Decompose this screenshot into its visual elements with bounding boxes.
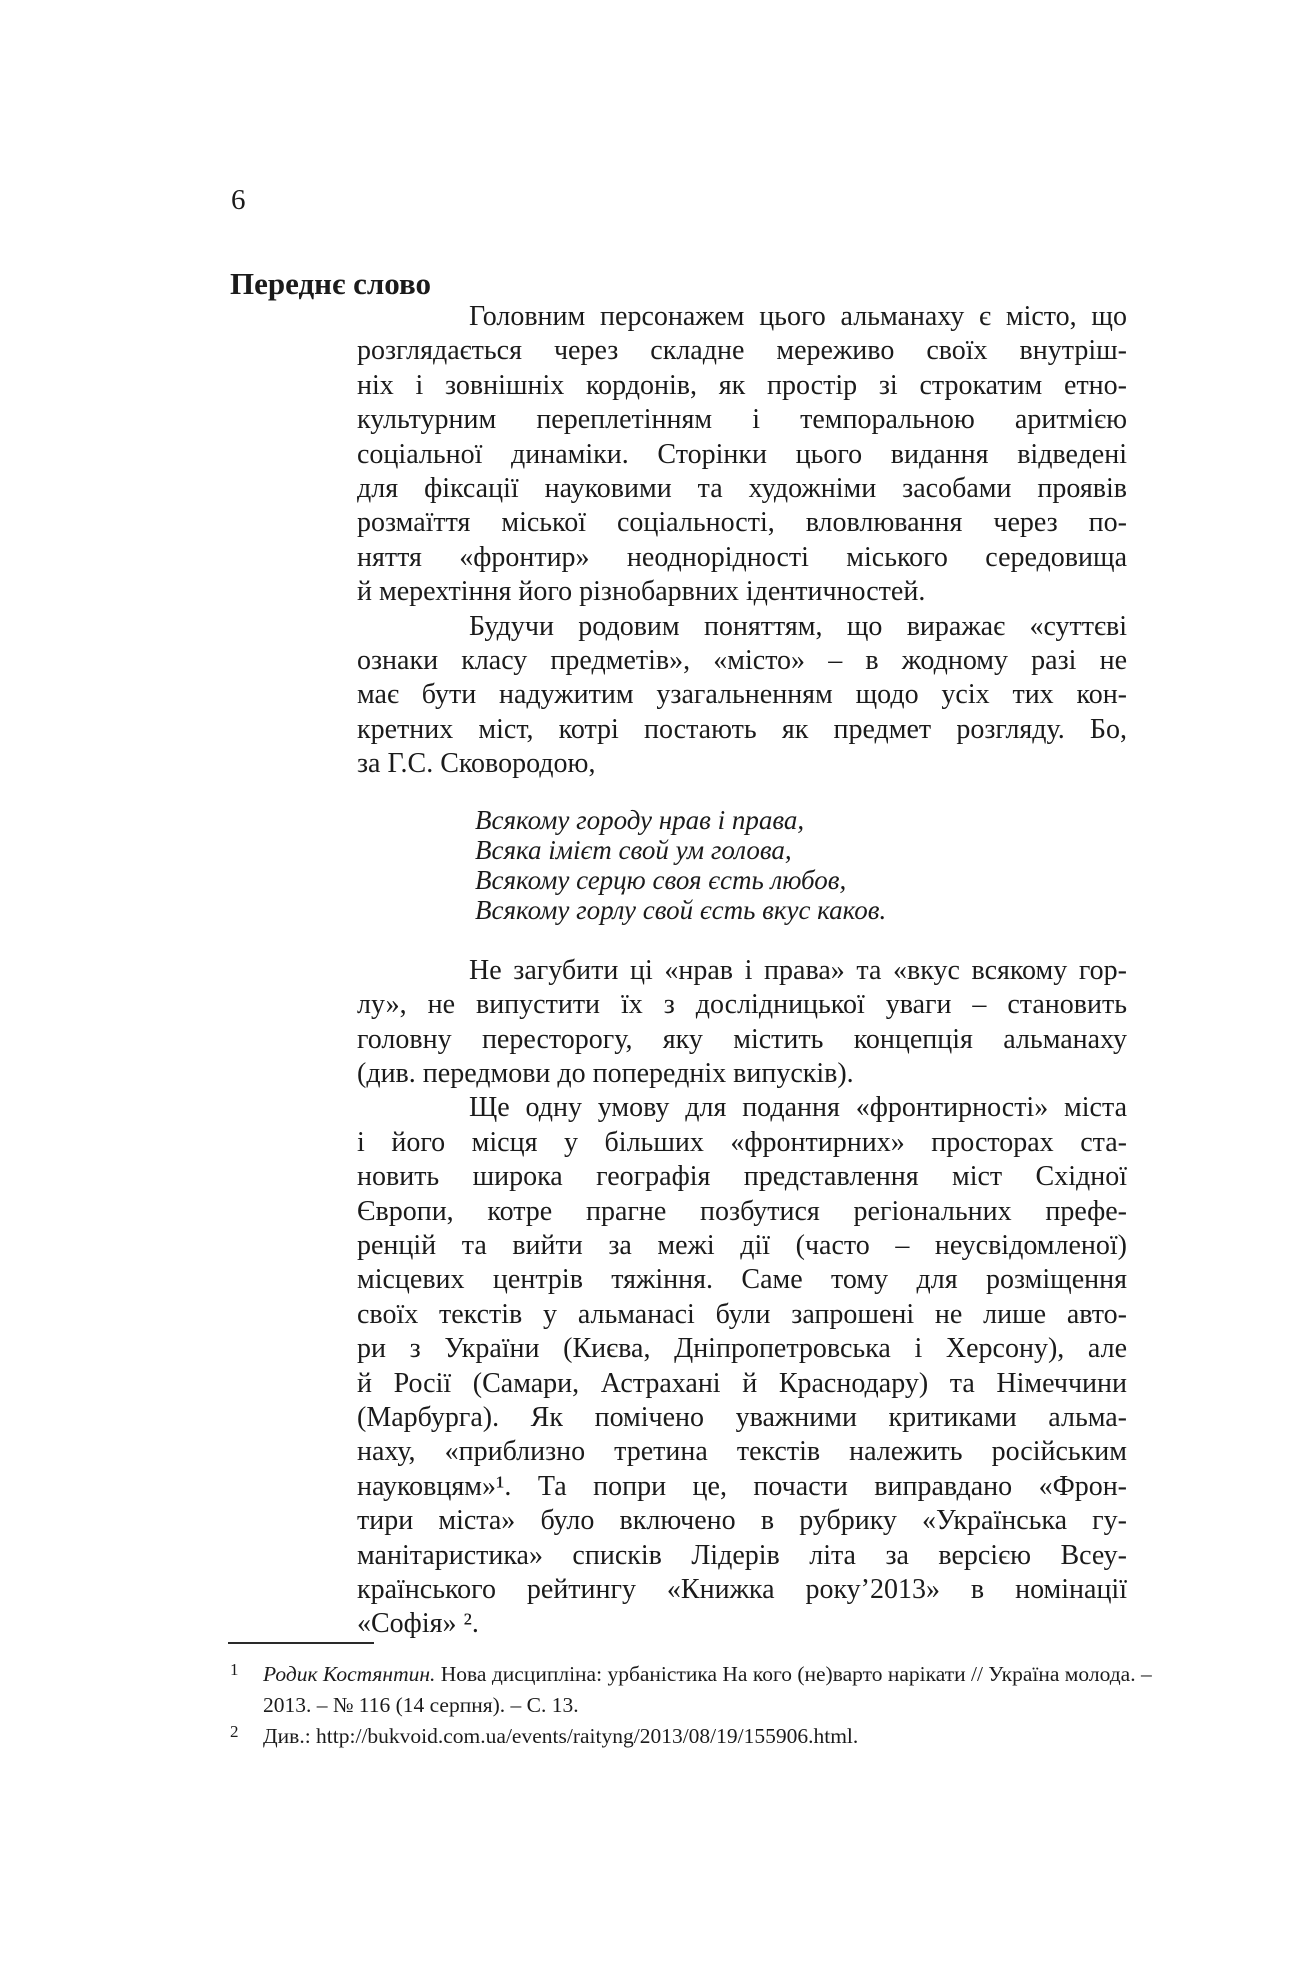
text-line: ренцій та вийти за межі дії (часто – неусвідомленої) bbox=[357, 1229, 1127, 1261]
text-line: наху, «приблизно третина текстів належить російським bbox=[357, 1436, 1127, 1468]
footnote-2-marker: 2 bbox=[230, 1722, 239, 1741]
paragraph-4 bbox=[357, 1091, 1127, 1642]
text-line: кретних міст, котрі постають як предмет розгляду. Бо, bbox=[357, 713, 1127, 745]
paragraph-3 bbox=[357, 954, 1127, 1092]
text-line: головну пересторогу, яку містить концепція альманаху bbox=[357, 1023, 1127, 1055]
text-line: за Г.С. Сковородою, bbox=[357, 748, 596, 780]
text-line: науковцям»¹. Та попри це, почасти виправдано «Фрон- bbox=[357, 1470, 1127, 1502]
text-line: культурним переплетінням і темпоральною аритмією bbox=[357, 404, 1127, 436]
poem-quote bbox=[475, 805, 1127, 925]
footnote-1-text: Нова дисципліна: урбаністика На кого (не)варто нарікати // Україна молода. – bbox=[435, 1662, 1152, 1686]
text-line: манітаристика» списків Лідерів літа за версією Всеу- bbox=[357, 1539, 1127, 1571]
text-line: Європи, котре прагне позбутися регіональних префе- bbox=[357, 1195, 1127, 1227]
text-line: країнського рейтингу «Книжка року’2013» в номінації bbox=[357, 1574, 1127, 1605]
footnotes-block bbox=[230, 1659, 1152, 1752]
text-column bbox=[357, 300, 1127, 1642]
footnote-2 bbox=[230, 1721, 1152, 1752]
text-line: і його місця у більших «фронтирних» просторах ста- bbox=[357, 1126, 1127, 1158]
paragraph-2 bbox=[357, 610, 1127, 782]
text-line: лу», не випустити їх з дослідницької уваги – становить bbox=[357, 989, 1127, 1021]
text-line: для фіксації науковими та художніми засобами проявів bbox=[357, 473, 1127, 505]
text-line: Всякому серцю своя єсть любов, bbox=[475, 864, 847, 895]
text-line: Будучи родовим поняттям, що виражає «суттєві bbox=[469, 610, 1127, 642]
text-line: Всяка імієт свой ум голова, bbox=[475, 834, 792, 865]
text-line: новить широка географія представлення міст Східної bbox=[357, 1161, 1127, 1193]
text-line: соціальної динаміки. Сторінки цього видання відведені bbox=[357, 438, 1127, 470]
footnote-1 bbox=[230, 1659, 1152, 1721]
text-line: розмаїття міської соціальності, вловлювання через по- bbox=[357, 507, 1127, 539]
footnote-2-text: Див.: http://bukvoid.com.ua/events/raityng/2013/08/19/155906.html. bbox=[263, 1724, 859, 1748]
text-line: своїх текстів у альманасі були запрошені не лише авто- bbox=[357, 1298, 1127, 1330]
section-heading: Переднє слово bbox=[230, 266, 432, 301]
text-line: ніх і зовнішніх кордонів, як простір зі строкатим етно- bbox=[357, 369, 1127, 401]
text-line: ознаки класу предметів», «місто» – в жодному разі не bbox=[357, 645, 1127, 677]
paragraph-1 bbox=[357, 300, 1127, 610]
page-number: 6 bbox=[231, 184, 246, 216]
footnote-1-line-2: 2013. – № 116 (14 серпня). – С. 13. bbox=[263, 1693, 579, 1717]
text-line: місцевих центрів тяжіння. Саме тому для розміщення bbox=[357, 1264, 1127, 1296]
footnote-1-marker: 1 bbox=[230, 1660, 239, 1679]
text-line: (Марбурга). Як помічено уважними критиками альма- bbox=[357, 1401, 1127, 1433]
text-line: тири міста» було включено в рубрику «Українська гу- bbox=[357, 1505, 1127, 1537]
text-line: няття «фронтир» неоднорідності міського середовища bbox=[357, 541, 1127, 573]
footnote-separator bbox=[228, 1642, 374, 1644]
text-line: Ще одну умову для подання «фронтирності» міста bbox=[469, 1092, 1127, 1124]
text-line: ри з України (Києва, Дніпропетровська і Херсону), але bbox=[357, 1333, 1127, 1365]
text-line: «Софія» ². bbox=[357, 1608, 479, 1640]
text-line: розглядається через складне мереживо своїх внутріш- bbox=[357, 335, 1127, 367]
text-line: має бути надужитим узагальненням щодо усіх тих кон- bbox=[357, 679, 1127, 711]
text-line: Всякому городу нрав і права, bbox=[475, 804, 805, 835]
footnote-author: Родик Костянтин. bbox=[263, 1662, 436, 1686]
text-line: Головним персонажем цього альманаху є місто, що bbox=[469, 301, 1127, 332]
text-line: Не загубити ці «нрав і права» та «вкус всякому гор- bbox=[469, 954, 1127, 986]
text-line: й мерехтіння його різнобарвних ідентичностей. bbox=[357, 576, 926, 608]
text-line: (див. передмови до попередніх випусків). bbox=[357, 1057, 854, 1089]
text-line: Всякому горлу свой єсть вкус каков. bbox=[475, 894, 887, 925]
footnote-1-line-1 bbox=[263, 1659, 1152, 1690]
text-line: й Росії (Самари, Астрахані й Краснодару) та Німеччини bbox=[357, 1367, 1127, 1399]
